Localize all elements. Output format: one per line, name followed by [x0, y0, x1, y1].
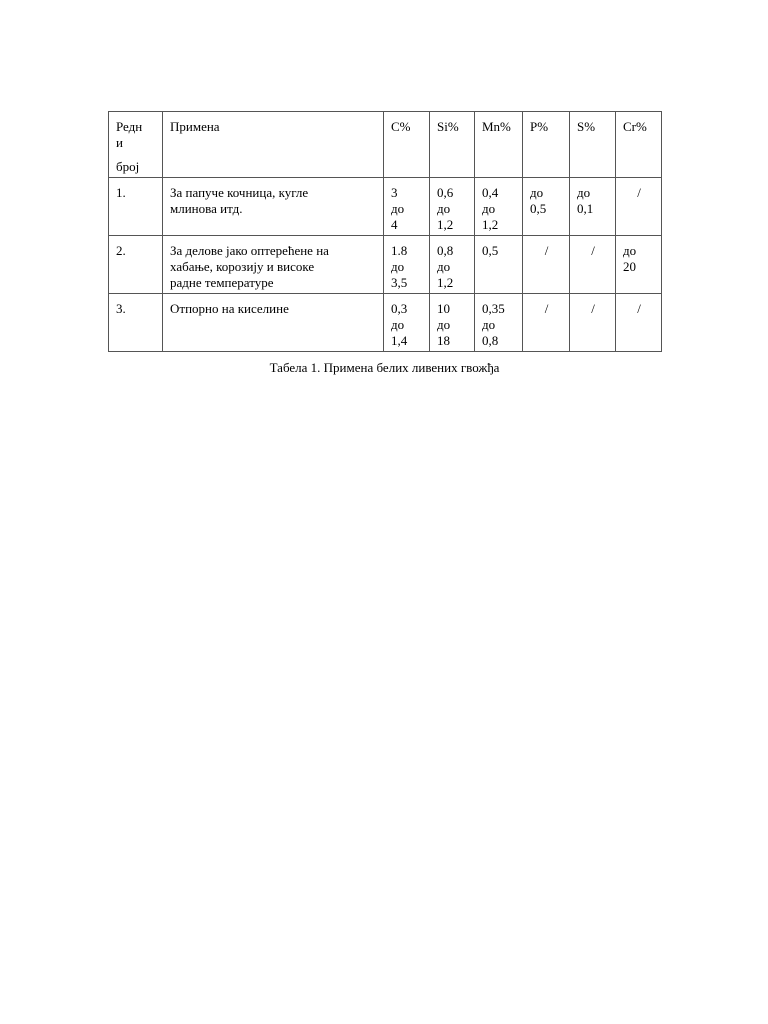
header-s-label: S% — [577, 119, 596, 134]
header-si-label: Si% — [437, 119, 459, 134]
use-text-line: За делове јако оптерећене на — [170, 243, 329, 258]
si-value-line: до — [437, 317, 451, 332]
header-redni-line-2: и — [116, 135, 123, 150]
cr-value-line: 20 — [623, 259, 636, 274]
cell-c — [384, 294, 430, 352]
c-value-line: до — [391, 317, 405, 332]
p-value-line: до — [530, 185, 544, 200]
mn-value-line: 0,4 — [482, 185, 499, 200]
header-cell-si — [430, 112, 475, 178]
si-value-line: до — [437, 201, 451, 216]
table-row — [109, 294, 662, 352]
cell-s — [570, 294, 616, 352]
table-caption: Табела 1. Примена белих ливених гвожђа — [269, 360, 500, 375]
cell-si — [430, 236, 475, 294]
header-cell-mn — [475, 112, 523, 178]
row-number-text: 2. — [116, 243, 126, 258]
p-value-line: / — [544, 301, 549, 316]
cell-use — [163, 294, 384, 352]
cr-value-line: до — [623, 243, 637, 258]
mn-value-line: 0,5 — [482, 243, 499, 258]
s-value-line: 0,1 — [577, 201, 594, 216]
header-primena-label: Примена — [170, 119, 220, 134]
header-cell-s — [570, 112, 616, 178]
cell-mn — [475, 236, 523, 294]
use-text-line: радне температуре — [170, 275, 274, 290]
cr-value-line: / — [637, 185, 641, 200]
cell-use — [163, 236, 384, 294]
cell-p — [523, 178, 570, 236]
c-value-line: до — [391, 201, 405, 216]
header-cell-primena — [163, 112, 384, 178]
s-value-line: до — [577, 185, 591, 200]
cell-p — [523, 294, 570, 352]
use-text-line: млинова итд. — [170, 201, 243, 216]
c-value-line: 0,3 — [391, 301, 408, 316]
header-cell-p — [523, 112, 570, 178]
table-row — [109, 236, 662, 294]
c-value-line: 4 — [391, 217, 398, 232]
c-value-line: 1,4 — [391, 333, 408, 348]
mn-value-line: 0,8 — [482, 333, 499, 348]
cr-value-line: / — [637, 301, 641, 316]
header-redni-line-1: Редн — [116, 119, 143, 134]
mn-value-line: до — [482, 201, 496, 216]
composition-table-wrapper — [108, 111, 661, 352]
mn-value-line: до — [482, 317, 496, 332]
si-value-line: 0,8 — [437, 243, 454, 258]
si-value-line: 1,2 — [437, 217, 454, 232]
cell-si — [430, 294, 475, 352]
table-row — [109, 178, 662, 236]
c-value-line: 3,5 — [391, 275, 408, 290]
composition-table — [108, 111, 662, 352]
cell-row-number — [109, 236, 163, 294]
cell-p — [523, 236, 570, 294]
si-value-line: 1,2 — [437, 275, 454, 290]
row-number-text: 3. — [116, 301, 126, 316]
cell-c — [384, 178, 430, 236]
cell-row-number — [109, 178, 163, 236]
header-p-label: P% — [530, 119, 549, 134]
use-text-line: За папуче кочница, кугле — [170, 185, 309, 200]
header-cell-c — [384, 112, 430, 178]
c-value-line: 1.8 — [391, 243, 408, 258]
header-mn-label: Mn% — [482, 119, 511, 134]
row-number-text: 1. — [116, 185, 126, 200]
cell-s — [570, 236, 616, 294]
header-c-label: C% — [391, 119, 411, 134]
use-text-line: Отпорно на киселине — [170, 301, 289, 316]
cell-c — [384, 236, 430, 294]
si-value-line: 10 — [437, 301, 450, 316]
c-value-line: 3 — [391, 185, 398, 200]
header-cell-redni-broj — [109, 112, 163, 178]
s-value-line: / — [591, 243, 595, 258]
table-header-row — [109, 112, 662, 178]
header-redni-line-3: број — [116, 159, 140, 174]
s-value-line: / — [591, 301, 595, 316]
cell-mn — [475, 294, 523, 352]
cell-cr — [616, 294, 662, 352]
p-value-line: / — [544, 243, 549, 258]
mn-value-line: 0,35 — [482, 301, 505, 316]
cell-si — [430, 178, 475, 236]
header-cell-cr — [616, 112, 662, 178]
header-cr-label: Cr% — [623, 119, 647, 134]
p-value-line: 0,5 — [530, 201, 547, 216]
si-value-line: до — [437, 259, 451, 274]
c-value-line: до — [391, 259, 405, 274]
cell-cr — [616, 236, 662, 294]
si-value-line: 18 — [437, 333, 450, 348]
cell-row-number — [109, 294, 163, 352]
cell-cr — [616, 178, 662, 236]
cell-mn — [475, 178, 523, 236]
mn-value-line: 1,2 — [482, 217, 499, 232]
use-text-line: хабање, корозију и високе — [170, 259, 315, 274]
cell-s — [570, 178, 616, 236]
cell-use — [163, 178, 384, 236]
si-value-line: 0,6 — [437, 185, 454, 200]
